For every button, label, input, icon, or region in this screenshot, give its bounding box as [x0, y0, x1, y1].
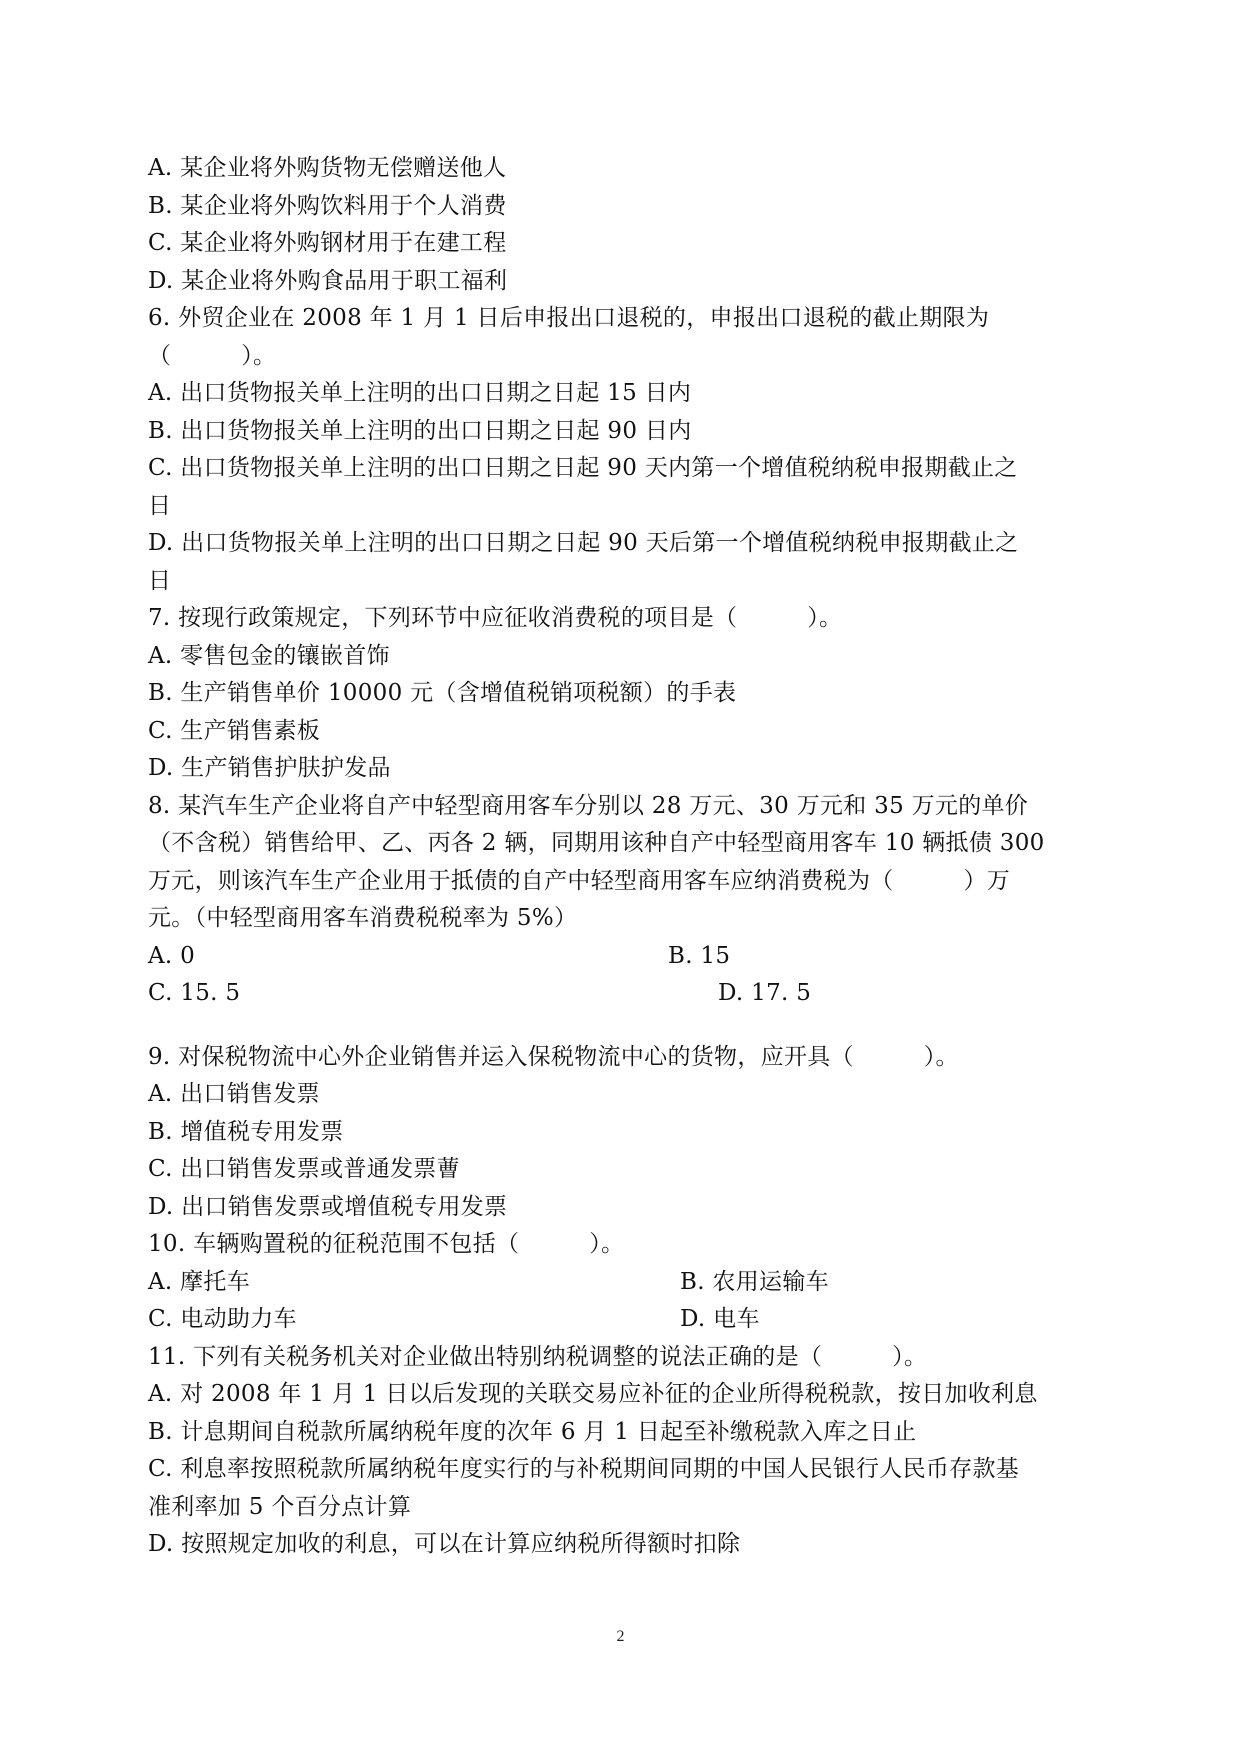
q7-option-a: A. 零售包金的镶嵌首饰 — [148, 642, 390, 669]
q8-option-d: D. 17. 5 — [718, 980, 812, 1006]
q11-option-c-line1: C. 利息率按照税款所属纳税年度实行的与补税期间同期的中国人民银行人民币存款基 — [148, 1456, 1020, 1482]
q6-option-c-line2: 日 — [148, 492, 172, 519]
document-body — [148, 150, 1093, 1564]
q7-option-b: B. 生产销售单价 10000 元（含增值税销项税额）的手表 — [148, 680, 737, 706]
q6-stem-line2: （ ）。 — [148, 342, 277, 369]
q6-option-c-line1: C. 出口货物报关单上注明的出口日期之日起 90 天内第一个增值税纳税申报期截止之 — [148, 455, 1018, 481]
q8-option-c: C. 15. 5 — [148, 980, 241, 1006]
q11-option-c-line2: 准利率加 5 个百分点计算 — [148, 1493, 412, 1520]
q10-options-row1 — [148, 1264, 1093, 1302]
q6-option-d-line2: 日 — [148, 567, 172, 594]
q10-options-row2 — [148, 1301, 1093, 1339]
q8-options-row1 — [148, 938, 1093, 976]
q6-option-a: A. 出口货物报关单上注明的出口日期之日起 15 日内 — [148, 380, 692, 406]
q8-option-a: A. 0 — [148, 942, 196, 969]
q7-stem: 7. 按现行政策规定，下列环节中应征收消费税的项目是（ ）。 — [148, 605, 843, 631]
q5-option-a: A. 某企业将外购货物无偿赠送他人 — [148, 155, 507, 181]
q9-stem: 9. 对保税物流中心外企业销售并运入保税物流中心的货物，应开具（ ）。 — [148, 1043, 959, 1070]
q8-stem-line2: （不含税）销售给甲、乙、丙各 2 辆，同期用该种自产中轻型商用客车 10 辆抵债 300 — [148, 830, 1045, 856]
q5-option-c: C. 某企业将外购钢材用于在建工程 — [148, 230, 507, 256]
q11-option-b: B. 计息期间自税款所属纳税年度的次年 6 月 1 日起至补缴税款入库之日止 — [148, 1418, 917, 1445]
q8-options-row2 — [148, 975, 1093, 1013]
q6-option-d-line1: D. 出口货物报关单上注明的出口日期之日起 90 天后第一个增值税纳税申报期截止之 — [148, 530, 1019, 556]
q7-option-d: D. 生产销售护肤护发品 — [148, 755, 391, 781]
q6-stem-line1: 6. 外贸企业在 2008 年 1 月 1 日后申报出口退税的，申报出口退税的截止期限为 — [148, 305, 990, 331]
q8-option-b: B. 15 — [668, 942, 731, 969]
q10-option-b: B. 农用运输车 — [680, 1268, 829, 1295]
q9-option-a: A. 出口销售发票 — [148, 1081, 320, 1107]
q6-option-b: B. 出口货物报关单上注明的出口日期之日起 90 日内 — [148, 417, 692, 444]
q8-stem-line1: 8. 某汽车生产企业将自产中轻型商用客车分别以 28 万元、30 万元和 35 万元的单价 — [148, 792, 1029, 819]
q5-option-b: B. 某企业将外购饮料用于个人消费 — [148, 192, 507, 219]
section-spacer — [148, 1013, 1093, 1039]
q10-option-a: A. 摩托车 — [148, 1268, 251, 1295]
q8-stem-line4: 元。（中轻型商用客车消费税税率为 5%） — [148, 905, 578, 931]
q10-option-c: C. 电动助力车 — [148, 1306, 297, 1332]
q9-option-b: B. 增值税专用发票 — [148, 1118, 344, 1145]
page-number: 2 — [616, 1628, 625, 1645]
q8-stem-line3: 万元，则该汽车生产企业用于抵债的自产中轻型商用客车应纳消费税为（ ）万 — [148, 867, 1011, 894]
q7-option-c: C. 生产销售素板 — [148, 717, 321, 744]
q11-stem: 11. 下列有关税务机关对企业做出特别纳税调整的说法正确的是（ ）。 — [148, 1343, 928, 1370]
q10-stem: 10. 车辆购置税的征税范围不包括（ ）。 — [148, 1231, 625, 1257]
q10-option-d: D. 电车 — [680, 1306, 760, 1332]
q11-option-a: A. 对 2008 年 1 月 1 日以后发现的关联交易应补征的企业所得税税款，按日加收利息 — [148, 1381, 1038, 1407]
q5-option-d: D. 某企业将外购食品用于职工福利 — [148, 267, 508, 294]
q9-option-d: D. 出口销售发票或增值税专用发票 — [148, 1193, 508, 1220]
q9-option-c: C. 出口销售发票或普通发票蓸 — [148, 1156, 460, 1182]
q11-option-d: D. 按照规定加收的利息，可以在计算应纳税所得额时扣除 — [148, 1531, 741, 1557]
